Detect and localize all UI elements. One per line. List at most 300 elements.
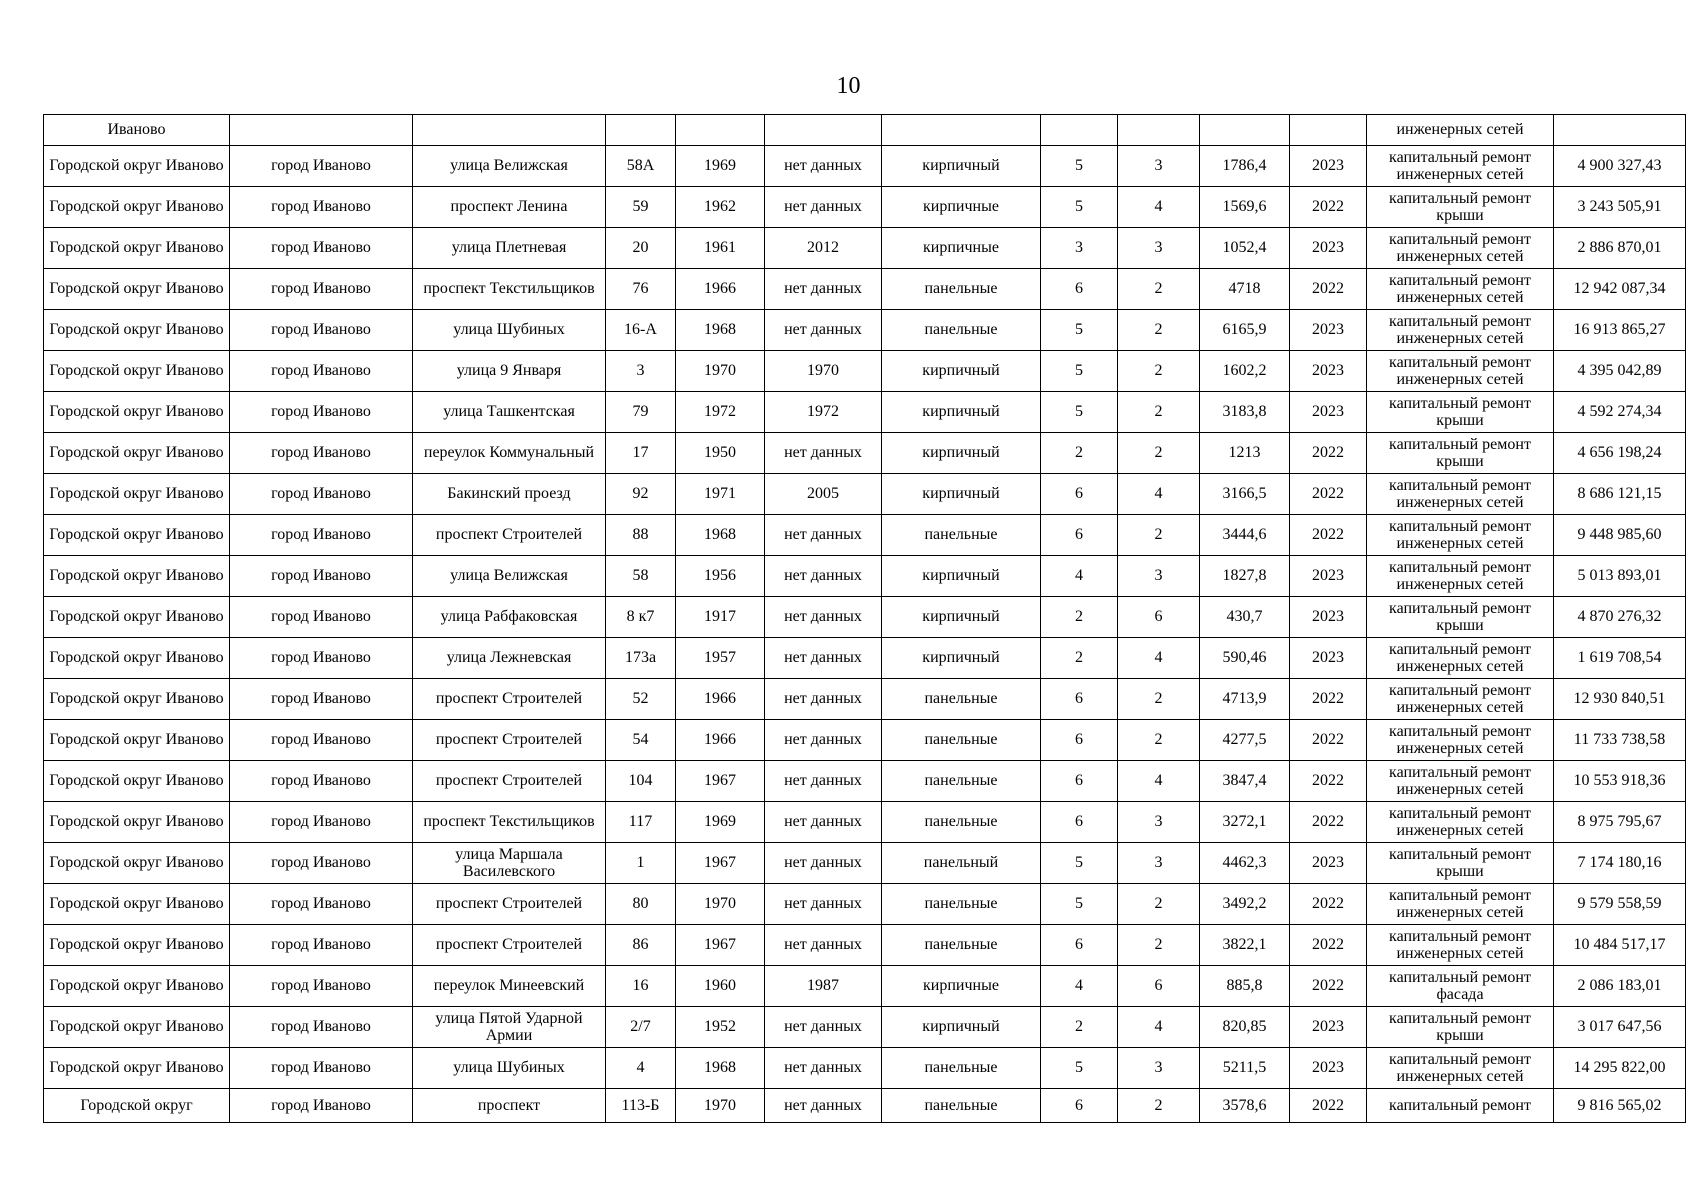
table-row (44, 474, 1686, 515)
cell-renovated: нет данных (765, 310, 882, 351)
cell-renovated: нет данных (765, 884, 882, 925)
cell-built: 1969 (676, 802, 765, 843)
cell-walls: панельные (882, 884, 1041, 925)
cell-settlement: город Иваново (230, 146, 413, 187)
cell-municipality: Иваново (44, 115, 230, 146)
cell-entrances: 3 (1118, 843, 1200, 884)
cell-built (676, 115, 765, 146)
cell-cost: 10 553 918,36 (1554, 761, 1686, 802)
cell-municipality: Городской округ Иваново (44, 1007, 230, 1048)
cell-street: проспект Строителей (413, 925, 606, 966)
cell-area: 885,8 (1200, 966, 1290, 1007)
cell-cost: 3 017 647,56 (1554, 1007, 1686, 1048)
cell-walls: панельный (882, 843, 1041, 884)
cell-floors: 6 (1041, 802, 1118, 843)
cell-entrances: 2 (1118, 269, 1200, 310)
cell-settlement: город Иваново (230, 1089, 413, 1123)
cell-area: 4277,5 (1200, 720, 1290, 761)
table-row (44, 843, 1686, 884)
cell-built: 1966 (676, 720, 765, 761)
cell-renovated: нет данных (765, 720, 882, 761)
cell-floors: 6 (1041, 925, 1118, 966)
cell-work: капитальный ремонт инженерных сетей (1367, 474, 1554, 515)
cell-floors: 2 (1041, 1007, 1118, 1048)
cell-house: 88 (606, 515, 676, 556)
cell-house: 20 (606, 228, 676, 269)
cell-entrances: 4 (1118, 1007, 1200, 1048)
cell-municipality: Городской округ Иваново (44, 433, 230, 474)
cell-walls: кирпичный (882, 474, 1041, 515)
cell-cost: 12 942 087,34 (1554, 269, 1686, 310)
cell-floors: 5 (1041, 843, 1118, 884)
cell-area: 3272,1 (1200, 802, 1290, 843)
cell-house: 86 (606, 925, 676, 966)
cell-cost: 1 619 708,54 (1554, 638, 1686, 679)
cell-built: 1968 (676, 310, 765, 351)
cell-area: 1786,4 (1200, 146, 1290, 187)
cell-work: капитальный ремонт инженерных сетей (1367, 515, 1554, 556)
cell-work: капитальный ремонт инженерных сетей (1367, 720, 1554, 761)
cell-built: 1970 (676, 884, 765, 925)
cell-renovated: нет данных (765, 843, 882, 884)
cell-renovated: нет данных (765, 638, 882, 679)
cell-settlement: город Иваново (230, 884, 413, 925)
cell-walls: панельные (882, 925, 1041, 966)
cell-floors: 5 (1041, 310, 1118, 351)
cell-year: 2023 (1290, 1048, 1367, 1089)
cell-walls: панельные (882, 310, 1041, 351)
cell-entrances: 3 (1118, 802, 1200, 843)
cell-area: 3444,6 (1200, 515, 1290, 556)
table-row (44, 515, 1686, 556)
cell-cost: 16 913 865,27 (1554, 310, 1686, 351)
table-row (44, 1048, 1686, 1089)
cell-street: улица Плетневая (413, 228, 606, 269)
cell-built: 1967 (676, 925, 765, 966)
cell-house: 76 (606, 269, 676, 310)
table-row (44, 433, 1686, 474)
cell-settlement: город Иваново (230, 720, 413, 761)
cell-area: 6165,9 (1200, 310, 1290, 351)
cell-cost: 12 930 840,51 (1554, 679, 1686, 720)
table-row-continued (44, 115, 1686, 146)
cell-street: улица Маршала Василевского (413, 843, 606, 884)
table-row (44, 146, 1686, 187)
cell-built: 1967 (676, 843, 765, 884)
cell-cost: 11 733 738,58 (1554, 720, 1686, 761)
cell-municipality: Городской округ Иваново (44, 269, 230, 310)
table-row (44, 1007, 1686, 1048)
cell-house: 58А (606, 146, 676, 187)
cell-walls (882, 115, 1041, 146)
cell-built: 1970 (676, 351, 765, 392)
cell-cost: 7 174 180,16 (1554, 843, 1686, 884)
cell-built: 1960 (676, 966, 765, 1007)
cell-renovated: нет данных (765, 1089, 882, 1123)
cell-built: 1967 (676, 761, 765, 802)
cell-cost: 9 579 558,59 (1554, 884, 1686, 925)
cell-house: 117 (606, 802, 676, 843)
cell-year: 2022 (1290, 1089, 1367, 1123)
cell-house: 173а (606, 638, 676, 679)
table-row (44, 966, 1686, 1007)
cell-municipality: Городской округ Иваново (44, 310, 230, 351)
page-number: 10 (836, 73, 861, 99)
cell-built: 1972 (676, 392, 765, 433)
cell-year: 2023 (1290, 843, 1367, 884)
cell-street: улица Рабфаковская (413, 597, 606, 638)
cell-renovated: нет данных (765, 269, 882, 310)
cell-floors: 6 (1041, 269, 1118, 310)
cell-walls: кирпичные (882, 966, 1041, 1007)
cell-street: переулок Коммунальный (413, 433, 606, 474)
cell-cost: 5 013 893,01 (1554, 556, 1686, 597)
cell-cost (1554, 115, 1686, 146)
table-row (44, 597, 1686, 638)
cell-work: капитальный ремонт инженерных сетей (1367, 1048, 1554, 1089)
cell-house: 2/7 (606, 1007, 676, 1048)
cell-year: 2022 (1290, 269, 1367, 310)
cell-renovated: нет данных (765, 679, 882, 720)
cell-house: 52 (606, 679, 676, 720)
table-row (44, 392, 1686, 433)
cell-year: 2023 (1290, 228, 1367, 269)
table-row (44, 556, 1686, 597)
cell-renovated: нет данных (765, 146, 882, 187)
cell-floors: 5 (1041, 187, 1118, 228)
cell-street: улица Пятой Ударной Армии (413, 1007, 606, 1048)
cell-work: капитальный ремонт (1367, 1089, 1554, 1123)
cell-renovated: нет данных (765, 1007, 882, 1048)
cell-walls: кирпичный (882, 638, 1041, 679)
cell-settlement: город Иваново (230, 515, 413, 556)
cell-area: 1827,8 (1200, 556, 1290, 597)
table-row (44, 884, 1686, 925)
cell-area: 4718 (1200, 269, 1290, 310)
cell-work: капитальный ремонт инженерных сетей (1367, 802, 1554, 843)
cell-house: 54 (606, 720, 676, 761)
cell-entrances: 3 (1118, 556, 1200, 597)
cell-floors: 4 (1041, 966, 1118, 1007)
cell-area: 3847,4 (1200, 761, 1290, 802)
cell-entrances: 4 (1118, 638, 1200, 679)
cell-house: 59 (606, 187, 676, 228)
cell-floors (1041, 115, 1118, 146)
cell-floors: 5 (1041, 351, 1118, 392)
cell-settlement: город Иваново (230, 679, 413, 720)
cell-area: 3578,6 (1200, 1089, 1290, 1123)
cell-settlement: город Иваново (230, 761, 413, 802)
table-row (44, 228, 1686, 269)
cell-area: 5211,5 (1200, 1048, 1290, 1089)
cell-work: капитальный ремонт крыши (1367, 187, 1554, 228)
cell-municipality: Городской округ Иваново (44, 843, 230, 884)
table-row (44, 761, 1686, 802)
cell-year: 2023 (1290, 310, 1367, 351)
cell-renovated: нет данных (765, 802, 882, 843)
table-row (44, 310, 1686, 351)
cell-walls: кирпичный (882, 146, 1041, 187)
cell-cost: 3 243 505,91 (1554, 187, 1686, 228)
cell-street: проспект Текстильщиков (413, 269, 606, 310)
table-row (44, 351, 1686, 392)
cell-street: улица Велижская (413, 146, 606, 187)
cell-street: проспект Строителей (413, 515, 606, 556)
cell-walls: кирпичный (882, 392, 1041, 433)
cell-year: 2023 (1290, 556, 1367, 597)
cell-walls: панельные (882, 679, 1041, 720)
cell-walls: кирпичный (882, 1007, 1041, 1048)
cell-area: 1213 (1200, 433, 1290, 474)
cell-year: 2023 (1290, 146, 1367, 187)
cell-settlement: город Иваново (230, 269, 413, 310)
cell-built: 1961 (676, 228, 765, 269)
cell-municipality: Городской округ Иваново (44, 228, 230, 269)
cell-settlement: город Иваново (230, 843, 413, 884)
cell-street: улица Шубиных (413, 310, 606, 351)
cell-cost: 14 295 822,00 (1554, 1048, 1686, 1089)
cell-entrances: 2 (1118, 351, 1200, 392)
cell-area: 4462,3 (1200, 843, 1290, 884)
cell-year: 2022 (1290, 884, 1367, 925)
cell-house: 80 (606, 884, 676, 925)
cell-walls: панельные (882, 269, 1041, 310)
cell-municipality: Городской округ Иваново (44, 966, 230, 1007)
cell-street: переулок Минеевский (413, 966, 606, 1007)
cell-street: улица Ташкентская (413, 392, 606, 433)
cell-house: 4 (606, 1048, 676, 1089)
cell-entrances (1118, 115, 1200, 146)
cell-cost: 4 395 042,89 (1554, 351, 1686, 392)
cell-renovated: нет данных (765, 761, 882, 802)
cell-settlement: город Иваново (230, 925, 413, 966)
cell-walls: панельные (882, 1048, 1041, 1089)
cell-floors: 2 (1041, 433, 1118, 474)
cell-floors: 6 (1041, 1089, 1118, 1123)
cell-area: 3183,8 (1200, 392, 1290, 433)
cell-built: 1950 (676, 433, 765, 474)
cell-settlement: город Иваново (230, 310, 413, 351)
cell-floors: 6 (1041, 515, 1118, 556)
cell-renovated: нет данных (765, 433, 882, 474)
cell-renovated: 1970 (765, 351, 882, 392)
cell-work: капитальный ремонт инженерных сетей (1367, 925, 1554, 966)
cell-renovated: 2005 (765, 474, 882, 515)
cell-house: 17 (606, 433, 676, 474)
cell-built: 1968 (676, 1048, 765, 1089)
cell-house (606, 115, 676, 146)
cell-built: 1962 (676, 187, 765, 228)
housing-registry-table (43, 114, 1686, 1123)
cell-floors: 6 (1041, 474, 1118, 515)
cell-municipality: Городской округ Иваново (44, 187, 230, 228)
cell-work: капитальный ремонт инженерных сетей (1367, 351, 1554, 392)
cell-house: 58 (606, 556, 676, 597)
cell-entrances: 6 (1118, 597, 1200, 638)
cell-settlement: город Иваново (230, 392, 413, 433)
cell-municipality: Городской округ Иваново (44, 884, 230, 925)
cell-area: 590,46 (1200, 638, 1290, 679)
cell-cost: 9 816 565,02 (1554, 1089, 1686, 1123)
cell-built: 1956 (676, 556, 765, 597)
cell-year: 2023 (1290, 392, 1367, 433)
cell-settlement: город Иваново (230, 966, 413, 1007)
cell-floors: 5 (1041, 1048, 1118, 1089)
cell-house: 104 (606, 761, 676, 802)
cell-municipality: Городской округ Иваново (44, 597, 230, 638)
cell-municipality: Городской округ Иваново (44, 761, 230, 802)
cell-year: 2022 (1290, 679, 1367, 720)
cell-entrances: 4 (1118, 187, 1200, 228)
cell-year: 2022 (1290, 802, 1367, 843)
cell-street: проспект Строителей (413, 884, 606, 925)
cell-municipality: Городской округ Иваново (44, 392, 230, 433)
cell-work: капитальный ремонт инженерных сетей (1367, 228, 1554, 269)
cell-entrances: 2 (1118, 433, 1200, 474)
cell-walls: панельные (882, 515, 1041, 556)
cell-area: 1052,4 (1200, 228, 1290, 269)
cell-street: улица Шубиных (413, 1048, 606, 1089)
cell-built: 1969 (676, 146, 765, 187)
cell-entrances: 3 (1118, 1048, 1200, 1089)
table-row (44, 187, 1686, 228)
cell-street: проспект Строителей (413, 720, 606, 761)
cell-renovated: нет данных (765, 925, 882, 966)
cell-house: 1 (606, 843, 676, 884)
cell-municipality: Городской округ Иваново (44, 474, 230, 515)
cell-settlement: город Иваново (230, 474, 413, 515)
cell-work: капитальный ремонт инженерных сетей (1367, 310, 1554, 351)
cell-house: 113-Б (606, 1089, 676, 1123)
cell-work: капитальный ремонт инженерных сетей (1367, 679, 1554, 720)
cell-house: 8 к7 (606, 597, 676, 638)
cell-built: 1966 (676, 679, 765, 720)
cell-built: 1966 (676, 269, 765, 310)
cell-work: капитальный ремонт инженерных сетей (1367, 884, 1554, 925)
cell-cost: 2 086 183,01 (1554, 966, 1686, 1007)
cell-area: 1569,6 (1200, 187, 1290, 228)
cell-area (1200, 115, 1290, 146)
cell-area: 430,7 (1200, 597, 1290, 638)
cell-municipality: Городской округ Иваново (44, 802, 230, 843)
cell-renovated: 1972 (765, 392, 882, 433)
cell-work: капитальный ремонт крыши (1367, 843, 1554, 884)
cell-area: 3492,2 (1200, 884, 1290, 925)
cell-municipality: Городской округ Иваново (44, 515, 230, 556)
cell-settlement: город Иваново (230, 597, 413, 638)
cell-work: капитальный ремонт крыши (1367, 433, 1554, 474)
cell-house: 16 (606, 966, 676, 1007)
cell-work: капитальный ремонт инженерных сетей (1367, 761, 1554, 802)
cell-renovated: нет данных (765, 556, 882, 597)
cell-year: 2023 (1290, 351, 1367, 392)
cell-year: 2022 (1290, 720, 1367, 761)
cell-floors: 4 (1041, 556, 1118, 597)
cell-walls: панельные (882, 1089, 1041, 1123)
cell-built: 1952 (676, 1007, 765, 1048)
cell-entrances: 4 (1118, 761, 1200, 802)
cell-year: 2022 (1290, 474, 1367, 515)
cell-street: проспект Строителей (413, 679, 606, 720)
cell-walls: кирпичный (882, 351, 1041, 392)
cell-settlement: город Иваново (230, 228, 413, 269)
cell-work: капитальный ремонт крыши (1367, 1007, 1554, 1048)
cell-walls: панельные (882, 802, 1041, 843)
cell-street: улица Лежневская (413, 638, 606, 679)
cell-renovated: нет данных (765, 1048, 882, 1089)
cell-year: 2022 (1290, 187, 1367, 228)
cell-entrances: 3 (1118, 146, 1200, 187)
cell-entrances: 2 (1118, 515, 1200, 556)
cell-cost: 4 592 274,34 (1554, 392, 1686, 433)
cell-cost: 10 484 517,17 (1554, 925, 1686, 966)
cell-settlement: город Иваново (230, 638, 413, 679)
cell-settlement: город Иваново (230, 802, 413, 843)
cell-house: 16-А (606, 310, 676, 351)
cell-entrances: 2 (1118, 884, 1200, 925)
cell-walls: кирпичные (882, 187, 1041, 228)
cell-settlement: город Иваново (230, 1048, 413, 1089)
cell-year: 2023 (1290, 638, 1367, 679)
cell-floors: 5 (1041, 146, 1118, 187)
cell-settlement (230, 115, 413, 146)
cell-floors: 5 (1041, 884, 1118, 925)
cell-area: 1602,2 (1200, 351, 1290, 392)
cell-street: Бакинский проезд (413, 474, 606, 515)
cell-entrances: 2 (1118, 392, 1200, 433)
cell-cost: 8 686 121,15 (1554, 474, 1686, 515)
cell-renovated: нет данных (765, 187, 882, 228)
table-body (44, 115, 1686, 1123)
cell-entrances: 2 (1118, 925, 1200, 966)
cell-area: 4713,9 (1200, 679, 1290, 720)
table-row (44, 925, 1686, 966)
cell-house: 3 (606, 351, 676, 392)
cell-municipality: Городской округ Иваново (44, 351, 230, 392)
cell-street: проспект (413, 1089, 606, 1123)
cell-renovated: нет данных (765, 597, 882, 638)
cell-street: улица 9 Января (413, 351, 606, 392)
cell-year: 2022 (1290, 515, 1367, 556)
cell-built: 1957 (676, 638, 765, 679)
cell-renovated: 2012 (765, 228, 882, 269)
cell-walls: кирпичный (882, 597, 1041, 638)
cell-entrances: 2 (1118, 1089, 1200, 1123)
cell-work: капитальный ремонт инженерных сетей (1367, 638, 1554, 679)
cell-area: 3822,1 (1200, 925, 1290, 966)
cell-entrances: 3 (1118, 228, 1200, 269)
cell-settlement: город Иваново (230, 351, 413, 392)
cell-entrances: 2 (1118, 720, 1200, 761)
cell-municipality: Городской округ (44, 1089, 230, 1123)
table-row-truncated (44, 1089, 1686, 1123)
cell-renovated: 1987 (765, 966, 882, 1007)
cell-walls: кирпичные (882, 228, 1041, 269)
cell-year: 2022 (1290, 925, 1367, 966)
cell-cost: 8 975 795,67 (1554, 802, 1686, 843)
cell-floors: 2 (1041, 638, 1118, 679)
cell-cost: 4 870 276,32 (1554, 597, 1686, 638)
cell-renovated (765, 115, 882, 146)
cell-floors: 5 (1041, 392, 1118, 433)
cell-street: проспект Ленина (413, 187, 606, 228)
cell-work: инженерных сетей (1367, 115, 1554, 146)
cell-area: 820,85 (1200, 1007, 1290, 1048)
cell-work: капитальный ремонт крыши (1367, 597, 1554, 638)
cell-year: 2023 (1290, 1007, 1367, 1048)
table-row (44, 720, 1686, 761)
cell-street: улица Велижская (413, 556, 606, 597)
